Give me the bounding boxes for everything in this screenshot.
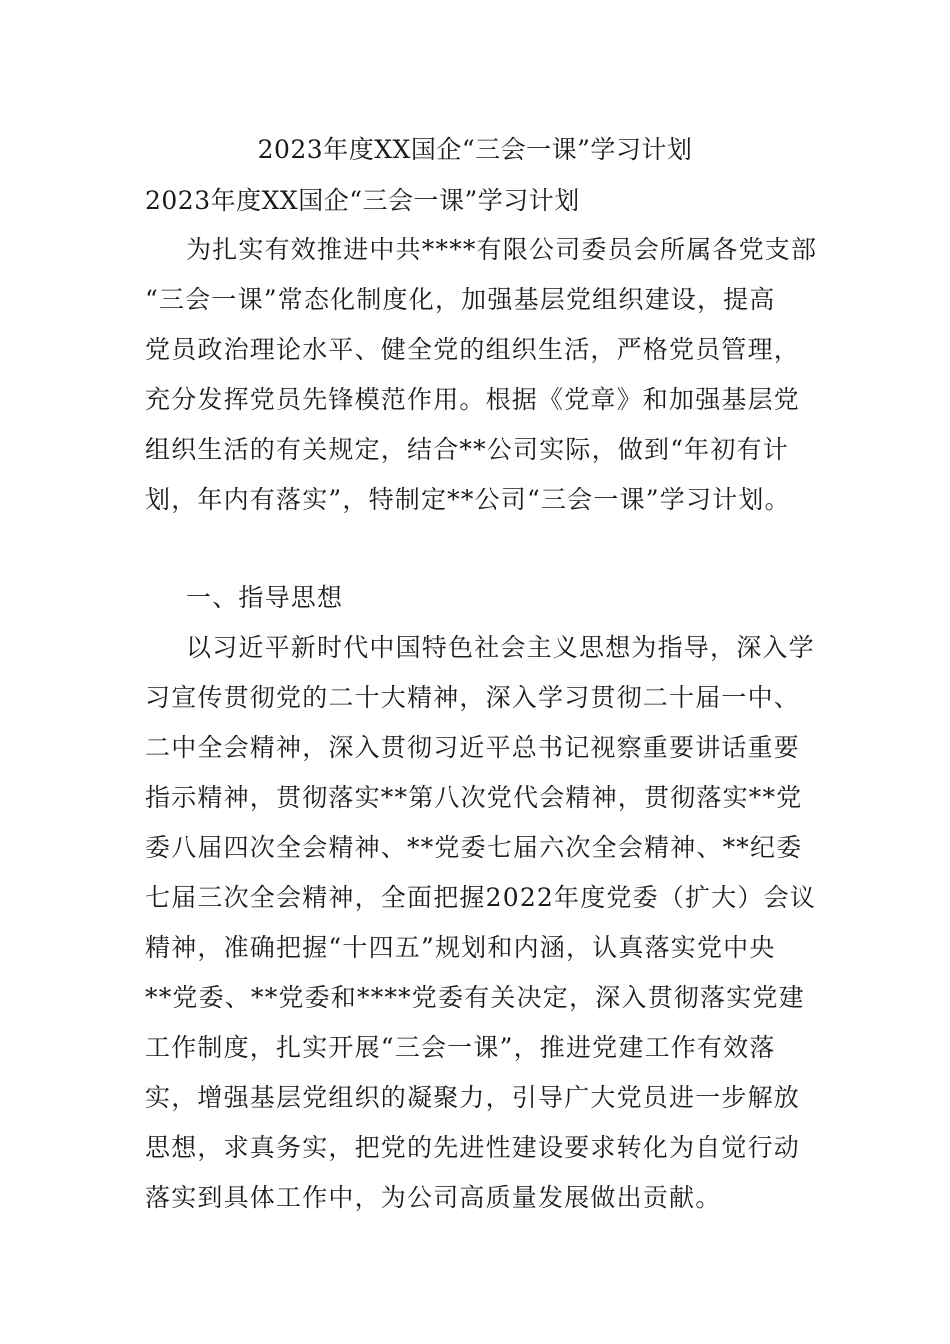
section-line: 七届三次全会精神，全面把握2022年度党委（扩大）会议: [145, 883, 817, 912]
section-line: 指示精神，贯彻落实**第八次党代会精神，贯彻落实**党: [145, 783, 803, 812]
section-line: 精神，准确把握“十四五”规划和内涵，认真落实党中央: [145, 933, 776, 962]
section-line: **党委、**党委和****党委有关决定，深入贯彻落实党建: [145, 983, 805, 1012]
section-line: 思想，求真务实，把党的先进性建设要求转化为自觉行动: [145, 1133, 801, 1162]
section-line: 工作制度，扎实开展“三会一课”，推进党建工作有效落: [145, 1033, 776, 1062]
intro-line: 党员政治理论水平、健全党的组织生活，严格党员管理，: [145, 335, 801, 364]
document-title-centered: 2023年度XX国企“三会一课”学习计划: [257, 135, 693, 164]
intro-line: 划，年内有落实”，特制定**公司“三会一课”学习计划。: [145, 485, 791, 514]
section-line: 实，增强基层党组织的凝聚力，引导广大党员进一步解放: [145, 1083, 801, 1112]
section-line: 习宣传贯彻党的二十大精神，深入学习贯彻二十届一中、: [145, 683, 801, 712]
section-line: 落实到具体工作中，为公司高质量发展做出贡献。: [145, 1183, 722, 1212]
document-title: 2023年度XX国企“三会一课”学习计划: [145, 186, 580, 215]
intro-line: 充分发挥党员先锋模范作用。根据《党章》和加强基层党: [145, 385, 801, 414]
section-line: 委八届四次全会精神、**党委七届六次全会精神、**纪委: [145, 833, 803, 862]
section-line: 二中全会精神，深入贯彻习近平总书记视察重要讲话重要: [145, 733, 801, 762]
intro-line: 组织生活的有关规定，结合**公司实际，做到“年初有计: [145, 435, 789, 464]
intro-line: “三会一课”常态化制度化，加强基层党组织建设，提高: [145, 285, 776, 314]
section-line: 以习近平新时代中国特色社会主义思想为指导，深入学: [186, 633, 815, 662]
section-heading: 一、指导思想: [186, 583, 344, 612]
intro-line: 为扎实有效推进中共****有限公司委员会所属各党支部: [186, 235, 818, 264]
